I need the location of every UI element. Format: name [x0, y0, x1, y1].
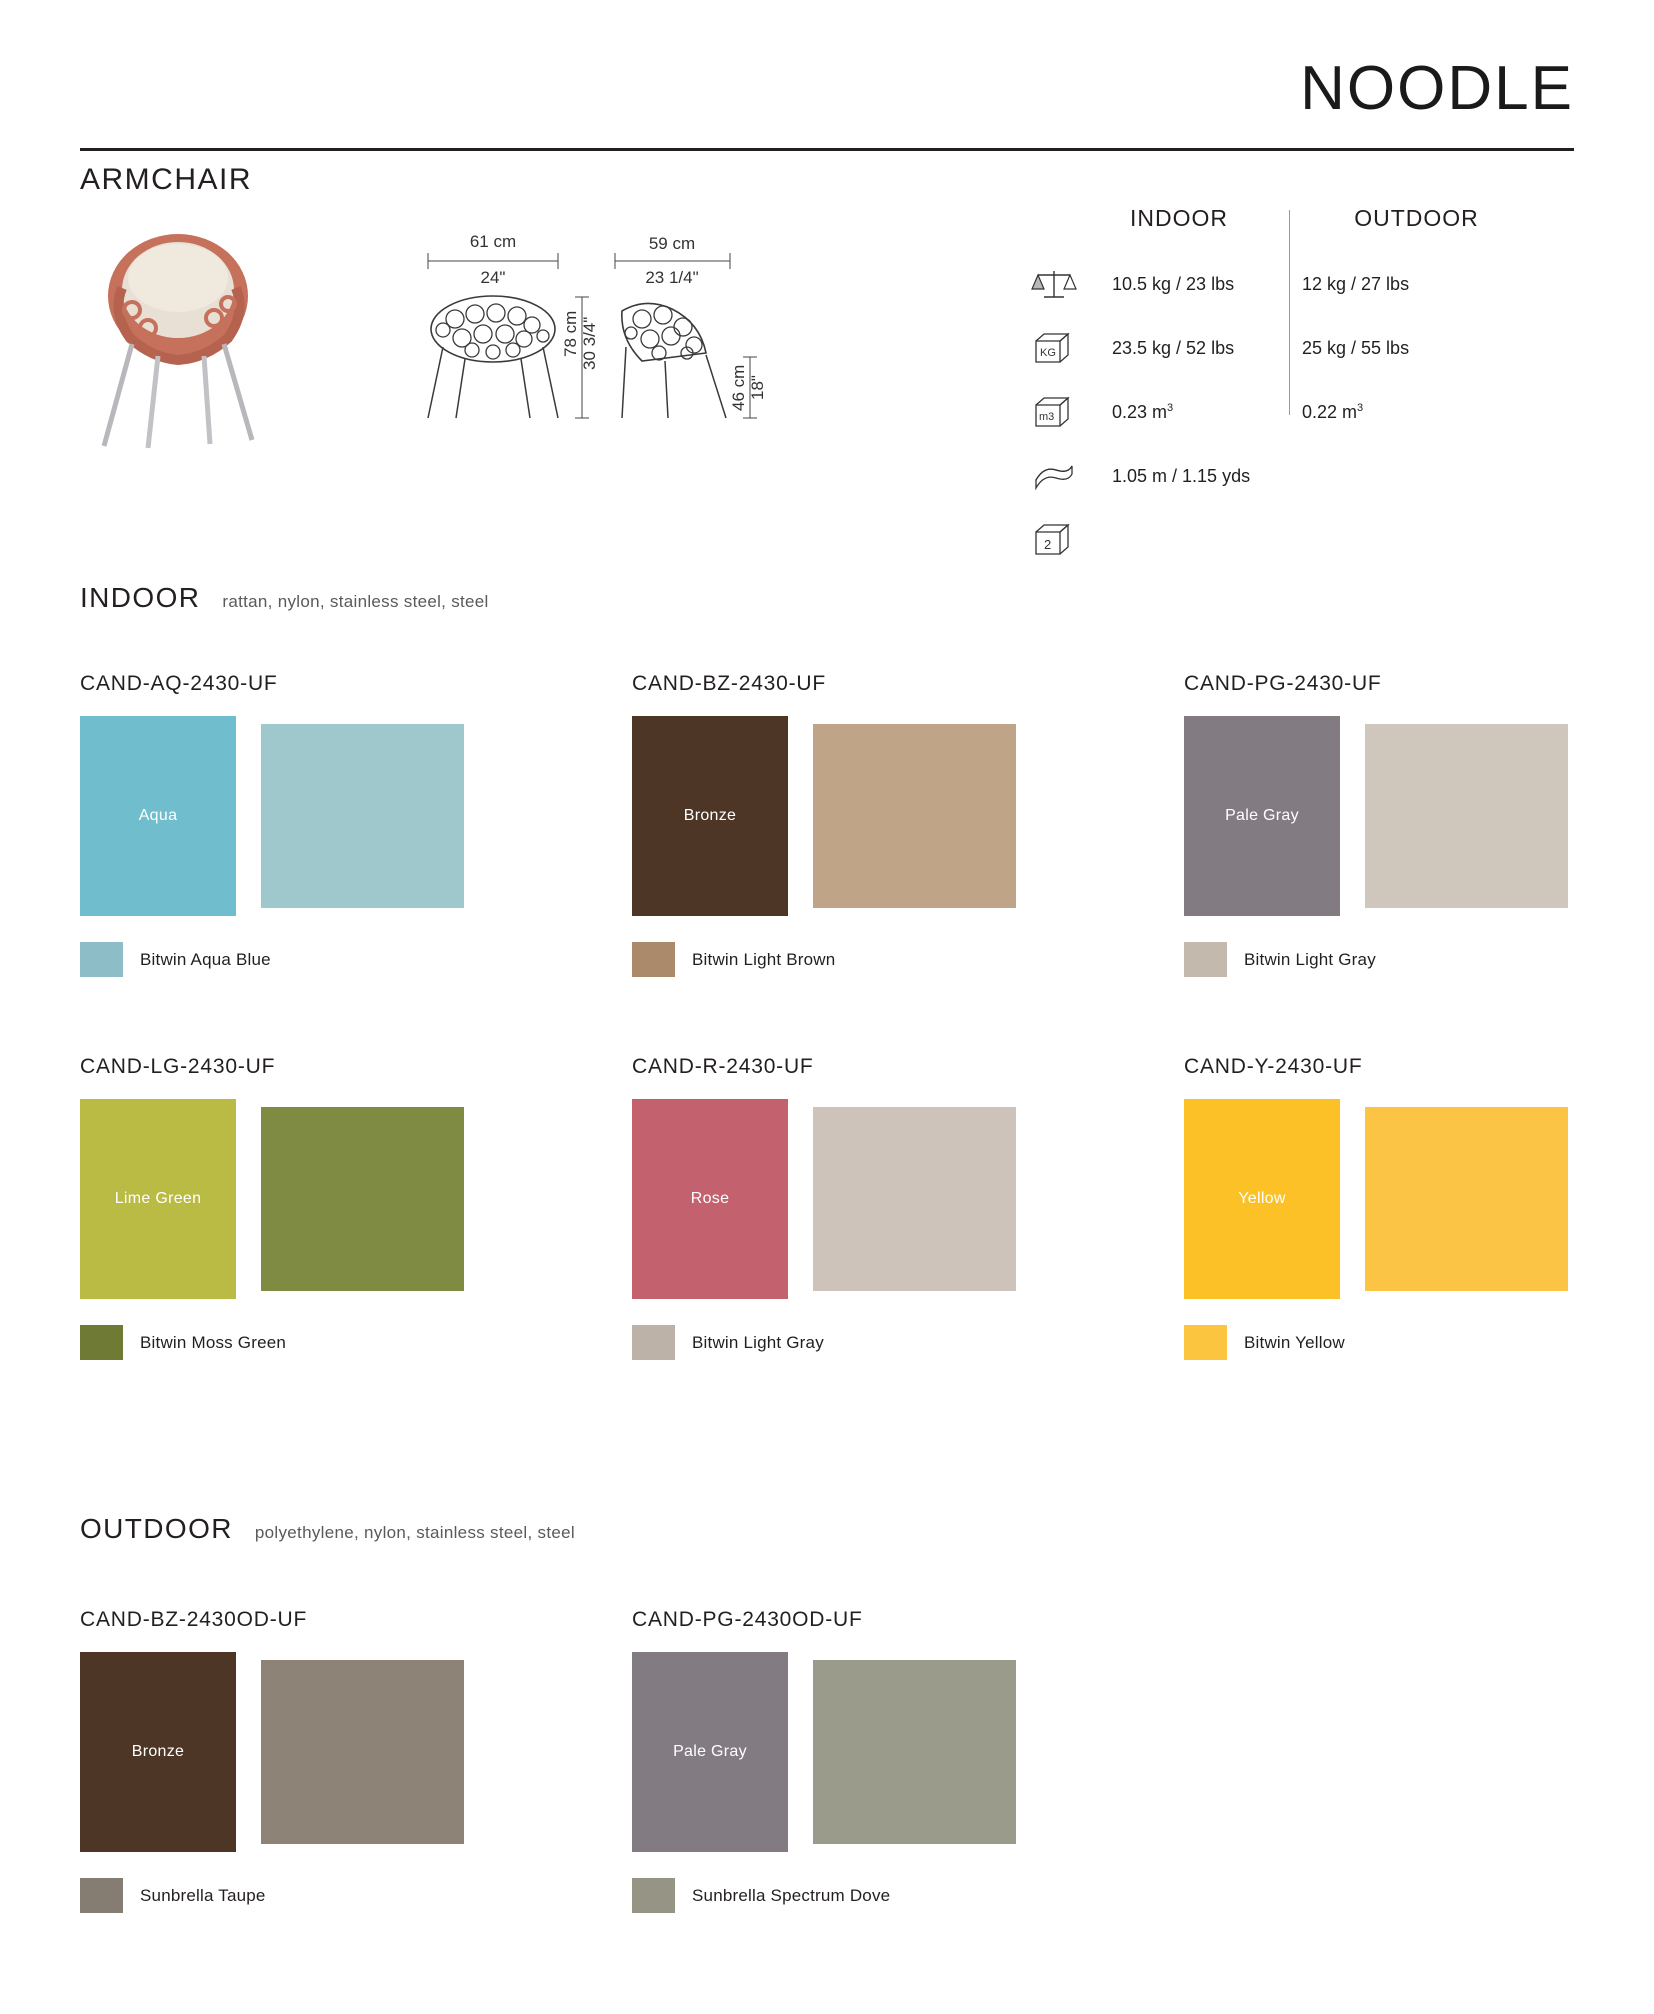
swatch-pair [80, 1099, 470, 1299]
color-card-cand-pg-2430-uf[interactable] [1184, 672, 1574, 977]
fabric-legend [80, 942, 470, 977]
frame-color-name: Bronze [683, 807, 737, 824]
legend-chip [80, 1325, 123, 1360]
frame-color-name: Bronze [131, 1743, 185, 1760]
spec-row-volume [1030, 380, 1570, 444]
box-m3-icon [1030, 393, 1098, 431]
fabric-legend [1184, 1325, 1574, 1360]
section-materials-outdoor: polyethylene, nylon, stainless steel, steel [254, 1523, 575, 1542]
swatch-pair [1184, 1099, 1574, 1299]
sku-label: CAND-BZ-2430-UF [632, 672, 827, 695]
svg-text:m3: m3 [1039, 411, 1055, 423]
frame-color-swatch[interactable] [80, 716, 236, 916]
frame-color-name: Aqua [138, 807, 178, 824]
svg-text:24": 24" [480, 268, 506, 287]
spec-col-outdoor: OUTDOOR [1354, 205, 1479, 231]
legend-chip [632, 1325, 675, 1360]
section-materials-indoor: rattan, nylon, stainless steel, steel [222, 592, 489, 611]
svg-text:61 cm: 61 cm [469, 235, 517, 251]
frame-color-swatch[interactable] [80, 1652, 236, 1852]
color-card-cand-r-2430-uf[interactable] [632, 1055, 1022, 1360]
color-card-cand-aq-2430-uf[interactable] [80, 672, 470, 977]
frame-color-swatch[interactable] [80, 1099, 236, 1299]
frame-color-name: Pale Gray [673, 1743, 747, 1760]
fabric-swatch[interactable] [261, 1107, 464, 1291]
frame-color-name: Rose [690, 1190, 730, 1207]
legend-chip [632, 1878, 675, 1913]
spec-outdoor-volume [1274, 402, 1502, 423]
svg-text:46 cm: 46 cm [729, 364, 748, 411]
fabric-legend [632, 1325, 1022, 1360]
legend-chip [1184, 1325, 1227, 1360]
spec-indoor-fabric: 1.05 m / 1.15 yds [1112, 465, 1251, 486]
indoor-color-grid [80, 672, 1574, 1412]
color-card-cand-lg-2430-uf[interactable] [80, 1055, 470, 1360]
frame-color-swatch[interactable] [632, 716, 788, 916]
product-photo [82, 218, 282, 458]
sku-label: CAND-R-2430-UF [632, 1055, 814, 1078]
legend-chip [632, 942, 675, 977]
spec-row-fabric [1030, 444, 1570, 508]
outdoor-color-grid [80, 1608, 1574, 1958]
sku-label: CAND-AQ-2430-UF [80, 672, 278, 695]
fabric-legend [632, 1878, 1022, 1913]
legend-label: Bitwin Aqua Blue [140, 949, 271, 969]
color-card-cand-pg-2430od-uf[interactable] [632, 1608, 1022, 1913]
sku-label: CAND-LG-2430-UF [80, 1055, 276, 1078]
legend-label: Sunbrella Taupe [140, 1885, 266, 1905]
spec-indoor-gross-weight: 23.5 kg / 52 lbs [1112, 337, 1235, 358]
svg-text:59 cm: 59 cm [648, 235, 696, 253]
page-title: ARMCHAIR [80, 163, 253, 196]
spec-indoor-volume-text: 0.23 $m^3$ [1112, 401, 1174, 422]
fabric-swatch[interactable] [1365, 1107, 1568, 1291]
spec-indoor-volume [1098, 402, 1274, 423]
spec-table-header [1030, 205, 1570, 232]
legend-chip [80, 942, 123, 977]
swatch-pair [1184, 716, 1574, 916]
legend-label: Bitwin Light Gray [1244, 949, 1376, 969]
sku-label: CAND-Y-2430-UF [1184, 1055, 1363, 1078]
spec-outdoor-volume-text: 0.22 $m^3$ [1302, 401, 1364, 422]
swatch-pair [80, 716, 470, 916]
svg-text:18": 18" [748, 375, 767, 400]
fabric-swatch[interactable] [813, 1107, 1016, 1291]
frame-color-swatch[interactable] [632, 1099, 788, 1299]
swatch-pair [632, 1099, 1022, 1299]
fabric-swatch[interactable] [1365, 724, 1568, 908]
frame-color-name: Lime Green [114, 1190, 202, 1207]
fabric-legend [632, 942, 1022, 977]
spec-indoor-net-weight: 10.5 kg / 23 lbs [1112, 273, 1235, 294]
swatch-pair [632, 716, 1022, 916]
spec-row-gross-weight [1030, 316, 1570, 380]
carton-qty-icon [1030, 520, 1098, 560]
svg-text:23 1/4": 23 1/4" [645, 268, 699, 287]
swatch-pair [632, 1652, 1022, 1852]
section-header-outdoor [80, 1513, 575, 1545]
fabric-legend [1184, 942, 1574, 977]
svg-text:30 3/4": 30 3/4" [580, 316, 599, 370]
spec-column-divider [1289, 210, 1290, 415]
frame-color-name: Pale Gray [1225, 807, 1299, 824]
spec-row-carton-qty [1030, 508, 1570, 572]
scale-icon [1030, 267, 1098, 301]
spec-outdoor-net-weight: 12 kg / 27 lbs [1302, 273, 1410, 294]
frame-color-swatch[interactable] [632, 1652, 788, 1852]
section-title-indoor: INDOOR [80, 582, 201, 613]
spec-outdoor-gross-weight: 25 kg / 55 lbs [1302, 337, 1410, 358]
box-kg-icon [1030, 329, 1098, 367]
color-card-cand-bz-2430-uf[interactable] [632, 672, 1022, 977]
color-card-cand-bz-2430od-uf[interactable] [80, 1608, 470, 1913]
section-title-outdoor: OUTDOOR [80, 1513, 233, 1544]
swatch-pair [80, 1652, 470, 1852]
legend-label: Bitwin Light Brown [692, 949, 836, 969]
legend-label: Sunbrella Spectrum Dove [692, 1885, 891, 1905]
spec-col-indoor: INDOOR [1130, 205, 1228, 231]
legend-chip [1184, 942, 1227, 977]
color-card-cand-y-2430-uf[interactable] [1184, 1055, 1574, 1360]
fabric-swatch[interactable] [813, 724, 1016, 908]
frame-color-swatch[interactable] [1184, 716, 1340, 916]
section-header-indoor [80, 582, 489, 614]
fabric-legend [80, 1325, 470, 1360]
spec-table [1030, 205, 1570, 572]
svg-text:78 cm: 78 cm [561, 310, 580, 357]
legend-label: Bitwin Moss Green [140, 1332, 287, 1352]
legend-label: Bitwin Light Gray [692, 1332, 824, 1352]
legend-chip [80, 1878, 123, 1913]
brand-title: NOODLE [1300, 54, 1574, 123]
spec-row-net-weight [1030, 252, 1570, 316]
sku-label: CAND-BZ-2430OD-UF [80, 1608, 308, 1631]
svg-text:KG: KG [1040, 347, 1056, 359]
frame-color-name: Yellow [1238, 1190, 1286, 1207]
frame-color-swatch[interactable] [1184, 1099, 1340, 1299]
legend-label: Bitwin Yellow [1244, 1332, 1345, 1352]
fabric-swatch[interactable] [813, 1660, 1016, 1844]
fabric-swatch[interactable] [261, 1660, 464, 1844]
dimension-drawings [410, 235, 860, 490]
sku-label: CAND-PG-2430-UF [1184, 672, 1382, 695]
fabric-roll-icon [1030, 460, 1098, 492]
fabric-legend [80, 1878, 470, 1913]
fabric-swatch[interactable] [261, 724, 464, 908]
svg-text:2: 2 [1044, 537, 1052, 552]
header-divider [80, 148, 1574, 151]
sku-label: CAND-PG-2430OD-UF [632, 1608, 863, 1631]
